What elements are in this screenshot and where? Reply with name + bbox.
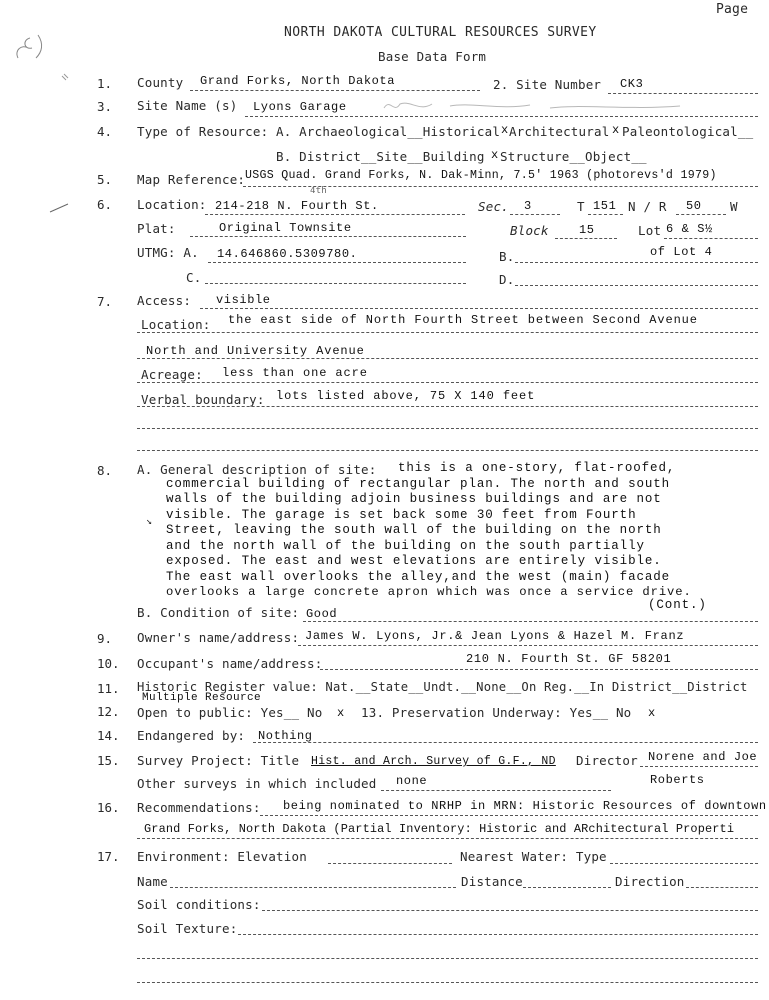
general-description-line: commercial building of rectangular plan. The north and south bbox=[166, 477, 671, 491]
soil-conditions-label: Soil conditions: bbox=[137, 897, 261, 912]
block-line bbox=[555, 238, 617, 239]
site-name-value: Lyons Garage bbox=[253, 100, 347, 114]
acreage-label: Acreage: bbox=[141, 367, 203, 382]
item-number: 11. bbox=[97, 681, 120, 696]
map-reference-value: USGS Quad. Grand Forks, N. Dak-Minn, 7.5' 1963 (photorevs'd 1979) bbox=[245, 169, 717, 182]
general-description-line: visible. The garage is set back some 30 feet from Fourth bbox=[166, 508, 637, 522]
county-label: County bbox=[137, 75, 184, 90]
item-number: 1. bbox=[97, 76, 113, 91]
multiple-resource-note: Multiple Resource bbox=[142, 692, 262, 704]
form-title: NORTH DAKOTA CULTURAL RESOURCES SURVEY bbox=[284, 25, 597, 40]
block-value: 15 bbox=[579, 223, 595, 237]
item-number: 6. bbox=[97, 197, 113, 212]
utmg-b-line bbox=[515, 262, 758, 263]
item-number: 10. bbox=[97, 656, 120, 671]
item-number: 7. bbox=[97, 294, 113, 309]
director-label: Director bbox=[576, 753, 638, 768]
utmg-a-line bbox=[208, 262, 466, 263]
lot-label: Lot bbox=[638, 223, 662, 238]
range-label: N / R bbox=[628, 199, 667, 214]
item-number: 14. bbox=[97, 728, 120, 743]
acreage-value: less than one acre bbox=[222, 366, 368, 380]
margin-tick: ↘ bbox=[146, 516, 153, 527]
historic-register-label: Historic Register value: Nat.__State__Undt.__None__On Reg.__In District__District bbox=[137, 680, 748, 694]
resource-line-b-1: B. District__Site__Building bbox=[276, 149, 485, 164]
access-value: visible bbox=[216, 293, 271, 307]
director-value-1: Norene and Joe bbox=[648, 750, 758, 764]
form-subtitle: Base Data Form bbox=[378, 49, 487, 64]
item-number: 3. bbox=[97, 99, 113, 114]
general-description-line: exposed. The east and west elevations are entirely visible. bbox=[166, 554, 662, 568]
plat-label: Plat: bbox=[137, 221, 176, 236]
access-label: Access: bbox=[137, 293, 192, 308]
lot-continued: of Lot 4 bbox=[650, 245, 713, 259]
condition-label: B. Condition of site: bbox=[137, 605, 300, 620]
architectural-check: x bbox=[612, 123, 620, 137]
general-description-line: and the north wall of the building on the south partially bbox=[166, 539, 645, 553]
item-number: 12. bbox=[97, 704, 120, 719]
blank-line bbox=[137, 450, 758, 451]
occupant-line bbox=[320, 669, 758, 670]
item-number: 4. bbox=[97, 124, 113, 139]
map-reference-label: Map Reference: bbox=[137, 172, 246, 187]
endangered-line bbox=[253, 742, 758, 743]
section-line bbox=[510, 214, 560, 215]
paleontological-label: Paleontological__ bbox=[622, 124, 754, 139]
distance-line bbox=[523, 887, 611, 888]
general-description-line: The east wall overlooks the alley,and the west (main) facade bbox=[166, 570, 671, 584]
margin-mark bbox=[48, 198, 88, 218]
recommendations-underline-2 bbox=[137, 838, 758, 839]
open-to-public-label: Open to public: Yes__ No bbox=[137, 705, 323, 720]
direction-line bbox=[686, 887, 758, 888]
site-name-line bbox=[245, 116, 758, 117]
location-value: 214-218 N. Fourth St. bbox=[215, 199, 379, 213]
recommendations-label: Recommendations: bbox=[137, 800, 261, 815]
access-location-1: the east side of North Fourth Street between Second Avenue bbox=[228, 313, 698, 327]
access-location-2: North and University Avenue bbox=[146, 344, 365, 358]
water-name-label: Name bbox=[137, 874, 168, 889]
owner-value: James W. Lyons, Jr.& Jean Lyons & Hazel M. Franz bbox=[305, 629, 685, 643]
general-description-line: Street, leaving the south wall of the building on the north bbox=[166, 523, 662, 537]
environment-elevation-label: Environment: Elevation bbox=[137, 849, 307, 864]
general-description-line: overlooks a large concrete apron which was once a service drive. bbox=[166, 585, 692, 599]
historical-check: x bbox=[501, 123, 509, 137]
lot-value: 6 & S½ bbox=[666, 222, 713, 236]
plat-line bbox=[190, 236, 466, 237]
direction-label: Direction bbox=[615, 874, 685, 889]
lot-line bbox=[664, 238, 758, 239]
survey-project-label: Survey Project: Title bbox=[137, 753, 300, 768]
utmg-d-line bbox=[515, 285, 758, 286]
utmg-a-value: 14.646860.5309780. bbox=[217, 247, 358, 261]
utmg-label: UTMG: A. bbox=[137, 245, 199, 260]
item-number: 15. bbox=[97, 753, 120, 768]
blank-line bbox=[137, 982, 758, 983]
utmg-c-line bbox=[205, 283, 466, 284]
range-value: 50 bbox=[686, 199, 702, 213]
soil-texture-line bbox=[238, 934, 758, 935]
plat-value: Original Townsite bbox=[219, 221, 352, 235]
utmg-c-label: C. bbox=[186, 270, 202, 285]
occupant-label: Occupant's name/address: bbox=[137, 656, 323, 671]
item-number: 9. bbox=[97, 631, 113, 646]
item-number: 5. bbox=[97, 172, 113, 187]
condition-value: Good bbox=[306, 607, 338, 621]
page-corner-label: Page bbox=[716, 2, 749, 17]
preservation-no-check: x bbox=[648, 706, 656, 720]
general-description-line: walls of the building adjoin business buildings and are not bbox=[166, 492, 662, 506]
acreage-line bbox=[137, 382, 758, 383]
elevation-line bbox=[328, 863, 452, 864]
township-line bbox=[588, 214, 623, 215]
site-number-label: 2. Site Number bbox=[493, 77, 602, 92]
location-handwritten-note: 4th bbox=[310, 186, 327, 196]
verbal-boundary-label: Verbal boundary: bbox=[141, 392, 265, 407]
item-number: 16. bbox=[97, 800, 120, 815]
other-surveys-line bbox=[381, 790, 611, 791]
item-number: 17. bbox=[97, 849, 120, 864]
county-value: Grand Forks, North Dakota bbox=[200, 74, 396, 88]
recommendations-line-1: being nominated to NRHP in MRN: Historic Resources of downtown bbox=[283, 799, 767, 813]
condition-line bbox=[303, 621, 758, 622]
county-line bbox=[190, 90, 480, 91]
continued-note: (Cont.) bbox=[648, 598, 707, 612]
township-value: 151 bbox=[593, 199, 617, 213]
margin-scribble bbox=[0, 30, 80, 150]
water-name-line bbox=[170, 887, 456, 888]
range-direction: W bbox=[730, 199, 738, 214]
location-label: Location: bbox=[137, 197, 207, 212]
resource-line-b-2: Structure__Object__ bbox=[500, 149, 647, 164]
general-description-label: A. General description of site: bbox=[137, 462, 377, 477]
director-value-2: Roberts bbox=[650, 773, 705, 787]
location-line bbox=[205, 214, 465, 215]
blank-line bbox=[137, 958, 758, 959]
site-number-line bbox=[608, 93, 758, 94]
site-name-faded-handwriting bbox=[380, 96, 740, 116]
blank-line bbox=[137, 428, 758, 429]
preservation-underway-label: 13. Preservation Underway: Yes__ No bbox=[361, 705, 632, 720]
access-location-line-1 bbox=[137, 332, 758, 333]
section-value: 3 bbox=[524, 199, 532, 213]
water-type-line bbox=[610, 863, 758, 864]
director-line bbox=[640, 766, 758, 767]
distance-label: Distance bbox=[461, 874, 523, 889]
resource-label: Type of Resource: bbox=[137, 124, 269, 139]
nearest-water-label: Nearest Water: Type bbox=[460, 849, 607, 864]
recommendations-underline-1 bbox=[260, 815, 758, 816]
survey-title-value: Hist. and Arch. Survey of G.F., ND bbox=[311, 755, 556, 768]
access-line bbox=[200, 308, 758, 309]
section-label: Sec. bbox=[478, 199, 509, 214]
township-label: T bbox=[577, 199, 585, 214]
soil-conditions-line bbox=[262, 910, 758, 911]
architectural-label: Architectural bbox=[509, 124, 610, 139]
general-description-line: this is a one-story, flat-roofed, bbox=[398, 461, 676, 475]
recommendations-line-2: Grand Forks, North Dakota (Partial Inventory: Historic and ARchitectural Properti bbox=[144, 822, 735, 836]
block-label: Block bbox=[510, 223, 549, 238]
open-to-public-no-check: x bbox=[337, 706, 345, 720]
resource-line-a: A. Archaeological__Historical bbox=[276, 124, 501, 139]
access-location-label: Location: bbox=[141, 317, 211, 332]
site-name-label: Site Name (s) bbox=[137, 98, 238, 113]
owner-line bbox=[298, 645, 758, 646]
item-number: 8. bbox=[97, 463, 113, 478]
utmg-d-label: D. bbox=[499, 272, 515, 287]
other-surveys-value: none bbox=[396, 774, 428, 788]
endangered-value: Nothing bbox=[258, 729, 313, 743]
owner-label: Owner's name/address: bbox=[137, 630, 300, 645]
access-location-line-2 bbox=[137, 358, 758, 359]
building-check: x bbox=[491, 148, 499, 162]
utmg-b-label: B. bbox=[499, 249, 515, 264]
occupant-value: 210 N. Fourth St. GF 58201 bbox=[466, 652, 672, 666]
verbal-boundary-value: lots listed above, 75 X 140 feet bbox=[276, 389, 536, 403]
endangered-label: Endangered by: bbox=[137, 728, 246, 743]
verbal-boundary-line bbox=[137, 406, 758, 407]
other-surveys-label: Other surveys in which included bbox=[137, 776, 377, 791]
range-line bbox=[676, 214, 726, 215]
soil-texture-label: Soil Texture: bbox=[137, 921, 238, 936]
site-number-value: CK3 bbox=[620, 77, 644, 91]
